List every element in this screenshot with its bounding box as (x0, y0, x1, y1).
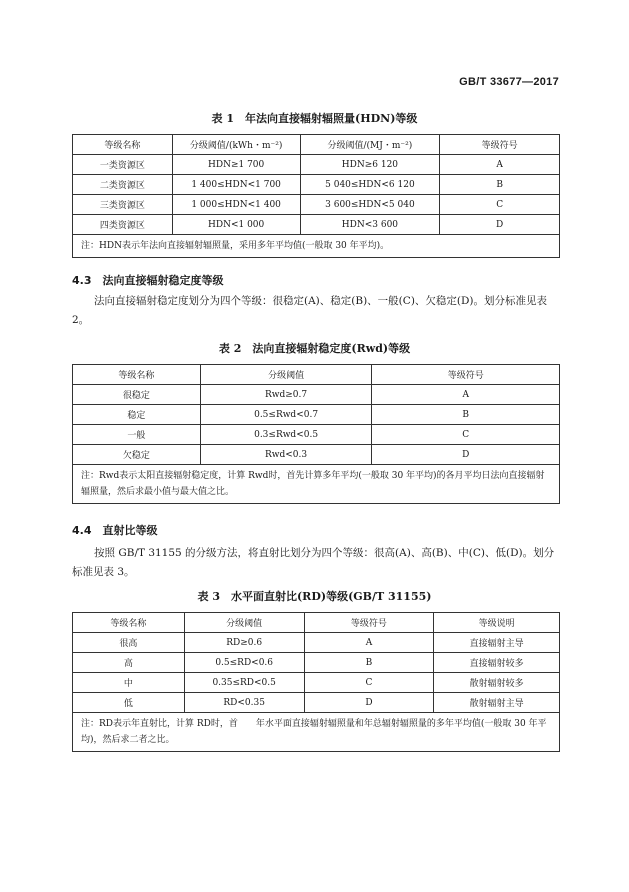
header-cell: 等级符号 (440, 135, 560, 155)
table-cell: Rwd≥0.7 (200, 385, 372, 405)
table-cell: HDN<3 600 (300, 215, 440, 235)
table-note-row (73, 235, 560, 258)
header-cell: 分级阈值 (184, 613, 304, 633)
table2 (72, 364, 560, 504)
table-note-row (73, 465, 560, 504)
table-cell: 0.3≤Rwd<0.5 (200, 425, 372, 445)
table-cell: A (304, 633, 434, 653)
table-row (73, 633, 560, 653)
table-cell: 0.5≤RD<0.6 (184, 653, 304, 673)
standard-code: GB/T 33677—2017 (459, 76, 559, 88)
table-cell: 一类资源区 (73, 155, 173, 175)
table-cell: 直接辐射主导 (434, 633, 560, 653)
header-cell: 等级符号 (372, 365, 560, 385)
table-row (73, 155, 560, 175)
table-cell: 散射辐射较多 (434, 673, 560, 693)
table-cell: HDN≥1 700 (172, 155, 300, 175)
table-cell: 很高 (73, 633, 185, 653)
header-cell: 等级名称 (73, 135, 173, 155)
table-header-row (73, 613, 560, 633)
table-cell: 散射辐射主导 (434, 693, 560, 713)
table-cell: 高 (73, 653, 185, 673)
table-row (73, 215, 560, 235)
table-cell: 欠稳定 (73, 445, 201, 465)
table-cell: 0.35≤RD<0.5 (184, 673, 304, 693)
table-cell: 三类资源区 (73, 195, 173, 215)
table-cell: 很稳定 (73, 385, 201, 405)
table-row (73, 693, 560, 713)
table-cell: 3 600≤HDN<5 040 (300, 195, 440, 215)
table-cell: 二类资源区 (73, 175, 173, 195)
table1-caption: 表 1 年法向直接辐射辐照量(HDN)等级 (211, 112, 418, 125)
table-cell: C (372, 425, 560, 445)
table-cell: HDN≥6 120 (300, 155, 440, 175)
table-row (73, 195, 560, 215)
table-row (73, 405, 560, 425)
table-cell: 0.5≤Rwd<0.7 (200, 405, 372, 425)
header-cell: 分级阈值/(MJ・m⁻²) (300, 135, 440, 155)
table-cell: B (372, 405, 560, 425)
header-cell: 分级阈值/(kWh・m⁻²) (172, 135, 300, 155)
paragraph: 按照 GB/T 31155 的分级方法，将直射比划分为四个等级：很高(A)、高(B)、中(C)、低(D)。划分标准见表 3。 (72, 547, 555, 578)
table-cell: HDN<1 000 (172, 215, 300, 235)
table-row (73, 175, 560, 195)
table-cell: 5 040≤HDN<6 120 (300, 175, 440, 195)
header-cell: 等级名称 (73, 613, 185, 633)
table-cell: RD<0.35 (184, 693, 304, 713)
header-cell: 等级说明 (434, 613, 560, 633)
table-header-row (73, 365, 560, 385)
section-heading: 4.3 法向直接辐射稳定度等级 (72, 274, 224, 287)
table-cell: 低 (73, 693, 185, 713)
header-cell: 等级名称 (73, 365, 201, 385)
table-cell: 1 000≤HDN<1 400 (172, 195, 300, 215)
header-cell: 等级符号 (304, 613, 434, 633)
table-cell: A (440, 155, 560, 175)
table-cell: C (304, 673, 434, 693)
table-cell: Rwd<0.3 (200, 445, 372, 465)
table2-caption: 表 2 法向直接辐射稳定度(Rwd)等级 (218, 342, 411, 355)
table-row (73, 445, 560, 465)
table-cell: 四类资源区 (73, 215, 173, 235)
header-cell: 分级阈值 (200, 365, 372, 385)
table-row (73, 673, 560, 693)
table-cell: D (304, 693, 434, 713)
table-cell: D (372, 445, 560, 465)
table3-caption: 表 3 水平面直射比(RD)等级(GB/T 31155) (197, 590, 432, 603)
table1 (72, 134, 560, 258)
table-cell: B (440, 175, 560, 195)
table-note: 注：HDN表示年法向直接辐射辐照量，采用多年平均值(一般取 30 年平均)。 (73, 235, 560, 258)
table-cell: 直接辐射较多 (434, 653, 560, 673)
table-row (73, 653, 560, 673)
table3 (72, 612, 560, 752)
paragraph: 法向直接辐射稳定度划分为四个等级：很稳定(A)、稳定(B)、一般(C)、欠稳定(D)。划分标准见表 2。 (72, 295, 548, 326)
table-row (73, 385, 560, 405)
table-note-row (73, 713, 560, 752)
table-row (73, 425, 560, 445)
table-cell: 中 (73, 673, 185, 693)
section-heading: 4.4 直射比等级 (72, 524, 158, 537)
table-header-row (73, 135, 560, 155)
table-note: 注：Rwd表示太阳直接辐射稳定度，计算 Rwd时，首先计算多年平均(一般取 30 年平均)的各月平均日法向直接辐射辐照量，然后求最小值与最大值之比。 (73, 465, 560, 504)
table-note: 注：RD表示年直射比，计算 RD时，首 年水平面直接辐射辐照量和年总辐射辐照量的多年平均值(一般取 30 年平均)，然后求二者之比。 (73, 713, 560, 752)
table-cell: A (372, 385, 560, 405)
table-cell: 1 400≤HDN<1 700 (172, 175, 300, 195)
table-cell: 一般 (73, 425, 201, 445)
table-cell: C (440, 195, 560, 215)
table-cell: 稳定 (73, 405, 201, 425)
table-cell: RD≥0.6 (184, 633, 304, 653)
table-cell: B (304, 653, 434, 673)
table-cell: D (440, 215, 560, 235)
